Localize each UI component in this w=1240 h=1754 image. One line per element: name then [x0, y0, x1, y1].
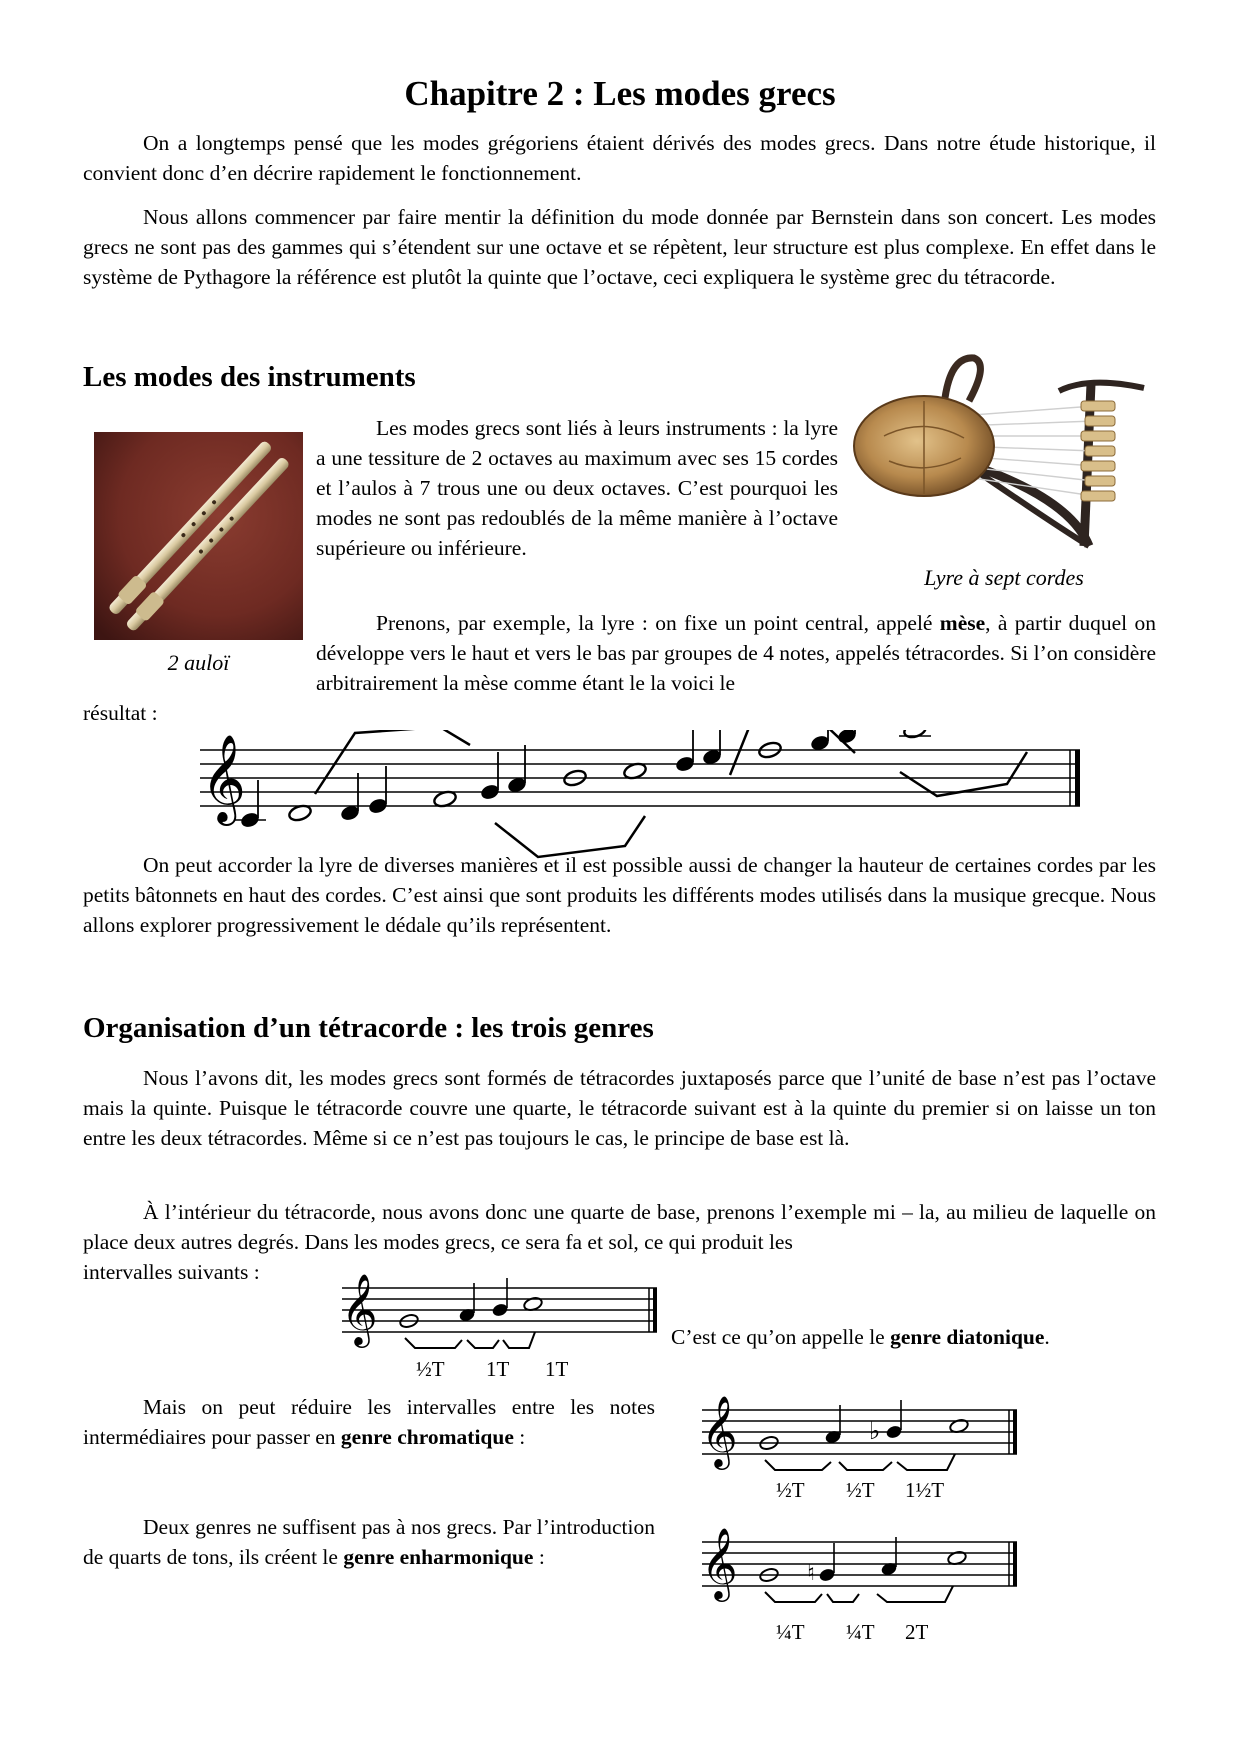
staff-note-15: [903, 730, 928, 740]
intro-paragraph-1: On a longtemps pensé que les modes grégoriens étaient dérivés des modes grecs. Dans notre étude historique, il convient donc d’en décrire rapidement le fonctionnement.: [83, 131, 1156, 185]
treble-clef-icon: 𝄞: [701, 1394, 738, 1467]
tetrachord-paragraph-1: Nous l’avons dit, les modes grecs sont formés de tétracordes juxtaposés parce que l’unité de base n’est pas l’octave mais la quinte. Puisque le tétracorde couvre une quarte, le tétracorde suivant est à la quinte du premier si on laisse un ton entre les deux tétracordes. Même si ce n’est pas toujours le cas, le principe de base est là.: [83, 1066, 1156, 1150]
flat-icon: ♭: [869, 1417, 881, 1445]
chromatic-paragraph: Mais on peut réduire les intervalles entre les notes intermédiaires pour passer en genre chromatique :: [83, 1395, 655, 1449]
chromatic-staff: [697, 1390, 1022, 1490]
treble-clef-icon: 𝄞: [701, 1526, 738, 1599]
term-chromatic: genre chromatique: [340, 1425, 514, 1449]
term-enharmonic: genre enharmonique: [343, 1545, 534, 1569]
aulos-photo: [94, 432, 303, 640]
diatonic-interval-label-1: ½T: [416, 1357, 445, 1381]
aulos-caption: 2 auloï: [167, 650, 230, 675]
diatonic-interval-label-2: 1T: [486, 1357, 510, 1381]
diatonic-genre-text: C’est ce qu’on appelle le genre diatonique.: [671, 1325, 1050, 1349]
treble-clef-icon: 𝄞: [341, 1272, 378, 1345]
treble-clef-icon: 𝄞: [201, 733, 246, 822]
chromatic-interval-label-3: 1½T: [905, 1478, 945, 1502]
instruments-paragraph-2-tail: résultat :: [83, 701, 158, 725]
section-heading-tetrachord: Organisation d’un tétracorde : les trois genres: [83, 1012, 654, 1044]
instruments-paragraph-2: Prenons, par exemple, la lyre : on fixe un point central, appelé mèse, à partir duquel on développe vers le haut et vers le bas par groupes de 4 notes, appelés tétracordes. Si l’on considère arbitrairement la mèse comme étant le la voici le: [316, 611, 1157, 695]
instruments-paragraph-1: Les modes grecs sont liés à leurs instruments : la lyre a une tessiture de 2 octaves au maximum avec ses 15 cordes et l’aulos à 7 trous une ou deux octaves. C’est pourquoi les modes ne sont pas redoublés de la même manière à l’octave supérieure ou inférieure.: [316, 416, 838, 560]
enharmonic-staff: [697, 1522, 1022, 1622]
enharmonic-interval-label-1: ¼T: [776, 1620, 805, 1644]
lyre-photo: [849, 346, 1159, 554]
term-diatonic: genre diatonique: [890, 1325, 1045, 1349]
diatonic-interval-label-3: 1T: [545, 1357, 569, 1381]
enharmonic-paragraph: Deux genres ne suffisent pas à nos grecs. Par l’introduction de quarts de tons, ils créent le genre enharmonique :: [83, 1515, 655, 1569]
tetrachord-paragraph-2-tail: intervalles suivants :: [83, 1260, 260, 1284]
term-mese: mèse: [939, 611, 986, 635]
chromatic-interval-label-2: ½T: [846, 1478, 875, 1502]
lyre-caption: Lyre à sept cordes: [924, 565, 1084, 590]
chapter-title: Chapitre 2 : Les modes grecs: [404, 74, 836, 113]
instruments-paragraph-3: On peut accorder la lyre de diverses manières et il est possible aussi de changer la hauteur de certaines cordes par les petits bâtonnets en haut des cordes. C’est ainsi que sont produits les différents modes utilisés dans la musique grecque. Nous allons explorer progressivement le dédale qu’ils représentent.: [83, 853, 1156, 937]
diatonic-staff: [337, 1268, 662, 1368]
section-heading-instruments: Les modes des instruments: [83, 361, 416, 393]
intro-paragraph-2: Nous allons commencer par faire mentir la définition du mode donnée par Bernstein dans son concert. Les modes grecs ne sont pas des gammes qui s’étendent sur une octave et se répètent, leur structure est plus complexe. En effet dans le système de Pythagore la référence est plutôt la quinte que l’octave, ceci expliquera le système grec du tétracorde.: [83, 205, 1156, 289]
chromatic-interval-label-1: ½T: [776, 1478, 805, 1502]
tetrachord-paragraph-2: À l’intérieur du tétracorde, nous avons donc une quarte de base, prenons l’exemple mi – la, au milieu de laquelle on place deux autres degrés. Dans les modes grecs, ce sera fa et sol, ce qui produit les: [83, 1200, 1156, 1254]
lyre-tetrachord-staff: [195, 730, 1090, 860]
enharmonic-interval-label-3: 2T: [905, 1620, 929, 1644]
quarter-sharp-icon: ♮: [807, 1561, 815, 1586]
enharmonic-interval-label-2: ¼T: [846, 1620, 875, 1644]
